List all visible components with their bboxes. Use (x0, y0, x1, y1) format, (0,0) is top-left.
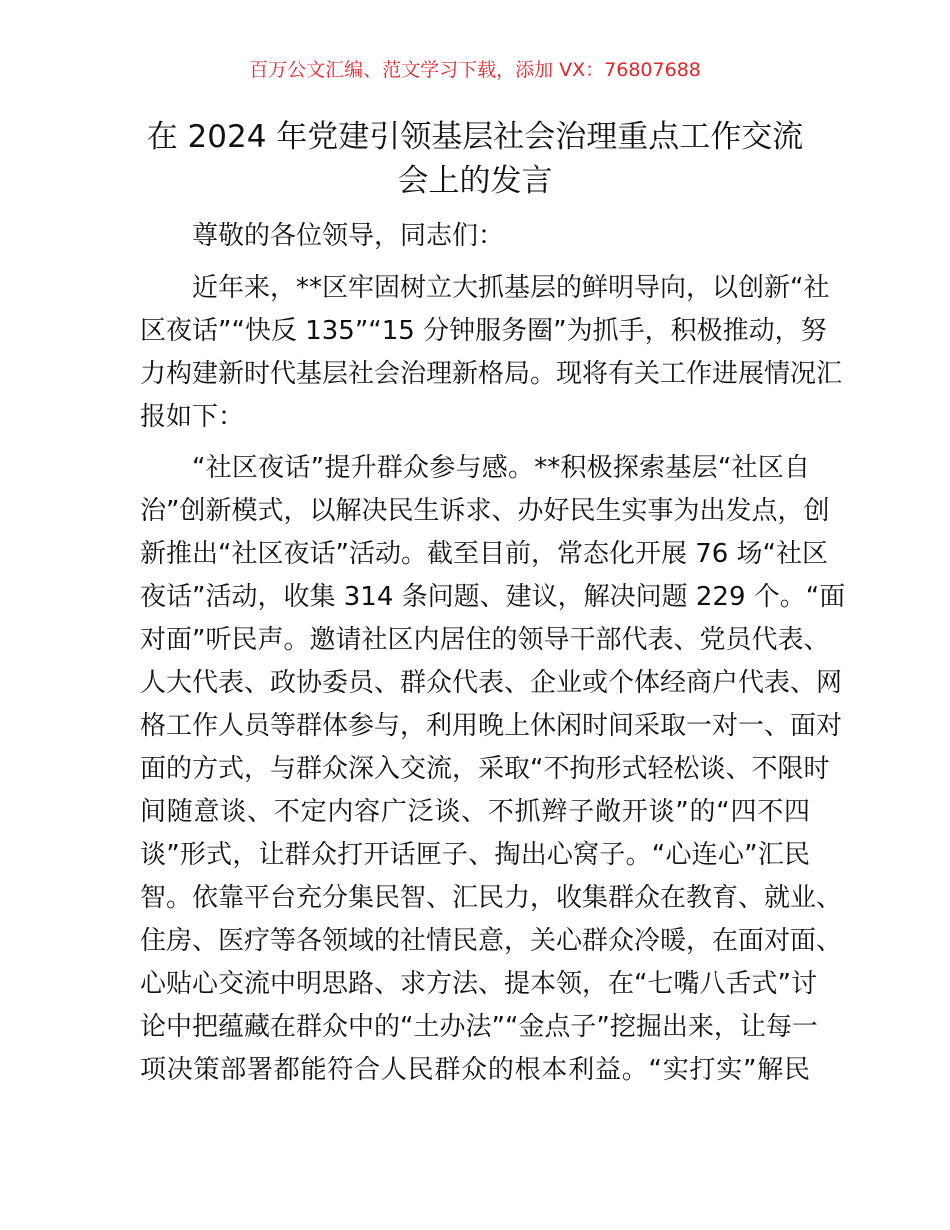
paragraph-line: 人大代表、政协委员、群众代表、企业或个体经商户代表、网 (140, 668, 843, 698)
paragraph-line: 新推出“社区夜话”活动。截至目前，常态化开展 76 场“社区 (140, 539, 829, 569)
paragraph-line: 力构建新时代基层社会治理新格局。现将有关工作进展情况汇 (140, 359, 843, 389)
paragraph-line: 心贴心交流中明思路、求方法、提本领，在“七嘴八舌式”讨 (140, 969, 817, 999)
paragraph-line: 夜话”活动，收集 314 条问题、建议，解决问题 229 个。“面 (140, 582, 846, 612)
paragraph-line: 智。依靠平台充分集民智、汇民力，收集群众在教育、就业、 (140, 883, 843, 913)
title-line: 在 2024 年党建引领基层社会治理重点工作交流 (146, 119, 804, 155)
watermark-header: 百万公文汇编、范文学习下载，添加 VX：76807688 (249, 59, 701, 81)
paragraph-line: 报如下： (140, 402, 245, 432)
paragraph-community-night-talk (140, 447, 846, 1092)
paragraph-line: 住房、医疗等各领域的社情民意，关心群众冷暖，在面对面、 (140, 926, 843, 956)
paragraph-line: “社区夜话”提升群众参与感。**积极探索基层“社区自 (192, 453, 810, 483)
greeting-text: 尊敬的各位领导，同志们： (192, 221, 505, 251)
paragraph-line: 格工作人员等群体参与，利用晚上休闲时间采取一对一、面对 (140, 711, 843, 741)
paragraph-line: 项决策部署都能符合人民群众的根本利益。“实打实”解民 (140, 1055, 810, 1085)
paragraph-line: 间随意谈、不定内容广泛谈、不抓辫子敞开谈”的“四不四 (140, 797, 810, 827)
greeting (140, 215, 810, 258)
document-title (130, 115, 820, 203)
paragraph-line: 面的方式，与群众深入交流，采取“不拘形式轻松谈、不限时 (140, 754, 830, 784)
paragraph-line: 谈”形式，让群众打开话匣子、掏出心窝子。“心连心”汇民 (140, 840, 810, 870)
paragraph-line: 治”创新模式，以解决民生诉求、办好民生实事为出发点，创 (140, 496, 830, 526)
paragraph-line: 对面”听民声。邀请社区内居住的领导干部代表、党员代表、 (140, 625, 830, 655)
title-line: 会上的发言 (397, 163, 553, 199)
paragraph-line: 区夜话”“快反 135”“15 分钟服务圈”为抓手，积极推动，努 (140, 316, 827, 346)
paragraph-intro (140, 267, 843, 439)
paragraph-line: 论中把蕴藏在群众中的“土办法”“金点子”挖掘出来，让每一 (140, 1012, 818, 1042)
paragraph-line: 近年来，**区牢固树立大抓基层的鲜明导向，以创新“社 (192, 273, 830, 303)
